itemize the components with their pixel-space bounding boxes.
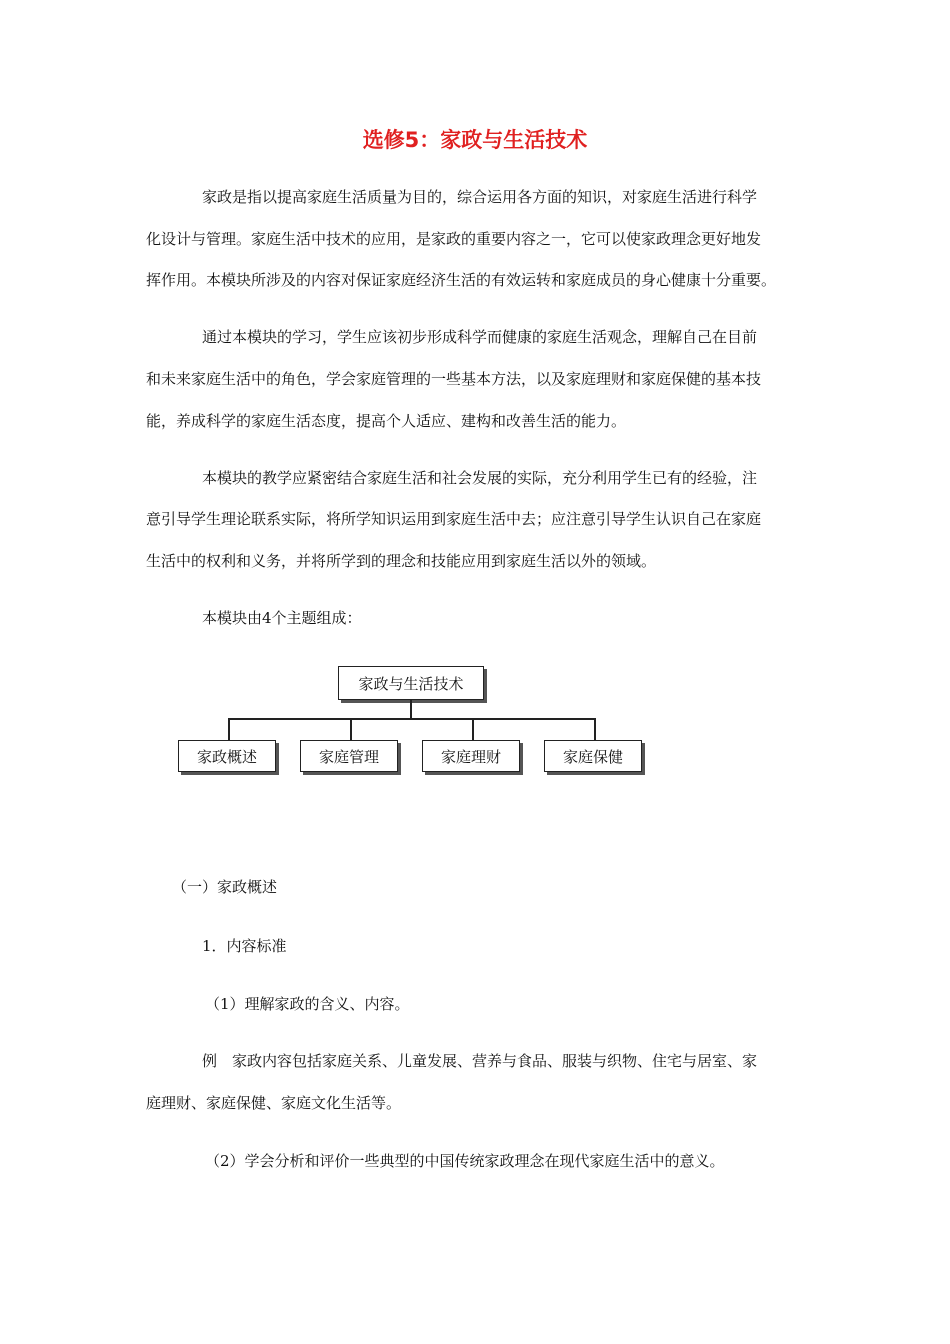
module-diagram [170,662,660,782]
paragraph-2-line-3: 能，养成科学的家庭生活态度，提高个人适应、建构和改善生活的能力。 [146,412,627,430]
diagram-child-connector-4 [594,718,596,740]
diagram-child-box-3: 家庭理财 [422,740,520,772]
paragraph-1-line-2: 化设计与管理。家庭生活中技术的应用，是家政的重要内容之一，它可以使家政理念更好地发 [146,230,762,248]
paragraph-3-line-2: 意引导学生理论联系实际，将所学知识运用到家庭生活中去；应注意引导学生认识自己在家庭 [146,510,762,528]
paragraph-1-line-3: 挥作用。本模块所涉及的内容对保证家庭经济生活的有效运转和家庭成员的身心健康十分重要。 [146,271,777,289]
paragraph-2-line-1: 通过本模块的学习，学生应该初步形成科学而健康的家庭生活观念，理解自己在目前 [202,328,758,346]
paragraph-2-line-2: 和未来家庭生活中的角色，学会家庭管理的一些基本方法，以及家庭理财和家庭保健的基本技 [146,370,762,388]
diagram-child-connector-2 [350,718,352,740]
diagram-child-connector-3 [472,718,474,740]
example-line-2: 庭理财、家庭保健、家庭文化生活等。 [146,1094,402,1112]
intro-line: 本模块由4个主题组成： [202,609,362,627]
section-heading: （一）家政概述 [172,878,278,896]
diagram-horizontal-connector [228,718,594,720]
standard-item-1: （1）理解家政的含义、内容。 [205,995,410,1013]
paragraph-3-line-3: 生活中的权利和义务，并将所学到的理念和技能应用到家庭生活以外的领域。 [146,552,657,570]
diagram-root-box: 家政与生活技术 [338,666,484,700]
example-line-1: 例 家政内容包括家庭关系、儿童发展、营养与食品、服装与织物、住宅与居室、家 [202,1052,758,1070]
paragraph-3-line-1: 本模块的教学应紧密结合家庭生活和社会发展的实际，充分利用学生已有的经验，注 [202,469,758,487]
diagram-child-box-4: 家庭保健 [544,740,642,772]
diagram-child-connector-1 [228,718,230,740]
diagram-child-box-1: 家政概述 [178,740,276,772]
section-subheading: 1．内容标准 [202,937,287,955]
paragraph-1-line-1: 家政是指以提高家庭生活质量为目的，综合运用各方面的知识，对家庭生活进行科学 [202,188,758,206]
document-title: 选修5：家政与生活技术 [362,128,588,152]
diagram-root-connector [410,700,412,718]
diagram-child-box-2: 家庭管理 [300,740,398,772]
standard-item-2: （2）学会分析和评价一些典型的中国传统家政理念在现代家庭生活中的意义。 [205,1152,725,1170]
